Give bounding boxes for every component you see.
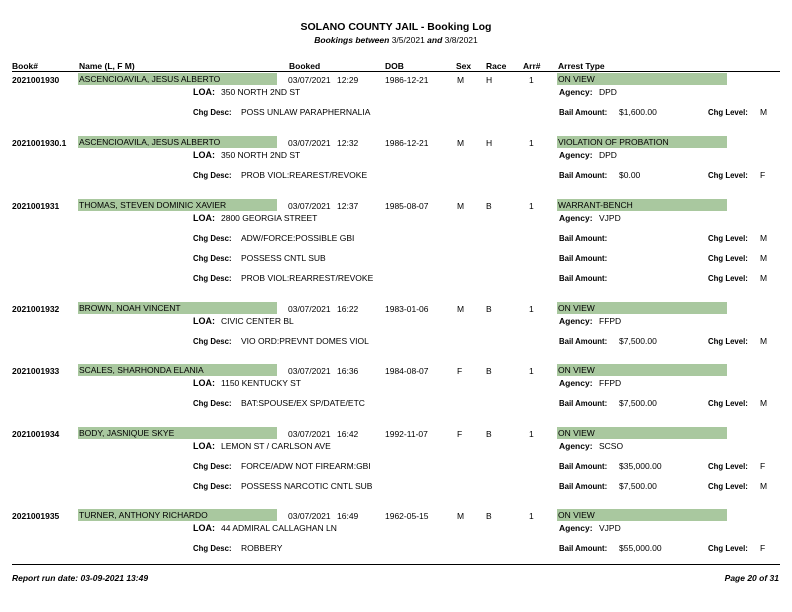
report-run-date: Report run date: 03-09-2021 13:49 [12, 573, 149, 583]
chg-desc-label: Chg Desc: [193, 108, 232, 117]
arrest-number: 1 [529, 304, 534, 314]
arrest-number: 1 [529, 511, 534, 521]
subtitle-and: and [427, 35, 443, 45]
booked-time: 16:42 [337, 429, 359, 439]
dob: 1992-11-07 [385, 429, 428, 439]
chg-level: M [760, 398, 768, 408]
loa-label: LOA: [193, 87, 215, 97]
booked-date: 03/07/2021 [288, 138, 331, 148]
agency-label: Agency: [559, 441, 593, 451]
column-header-book: Book# [12, 61, 38, 71]
bail-amount: $7,500.00 [619, 481, 657, 491]
column-header-sex: Sex [456, 61, 472, 71]
loa-label: LOA: [193, 316, 215, 326]
booked-date: 03/07/2021 [288, 304, 331, 314]
chg-desc-label: Chg Desc: [193, 482, 232, 491]
subtitle-start-date: 3/5/2021 [391, 35, 425, 45]
chg-level-label: Chg Level: [708, 254, 748, 263]
chg-level-label: Chg Level: [708, 274, 748, 283]
chg-level-label: Chg Level: [708, 108, 748, 117]
chg-level-label: Chg Level: [708, 544, 748, 553]
loa-label: LOA: [193, 150, 215, 160]
arrest-type: ON VIEW [557, 364, 727, 376]
agency-value: SCSO [599, 441, 624, 451]
booked-date: 03/07/2021 [288, 429, 331, 439]
chg-desc-label: Chg Desc: [193, 234, 232, 243]
bail-amount-label: Bail Amount: [559, 108, 608, 117]
booked-time: 16:36 [337, 366, 359, 376]
agency-label: Agency: [559, 213, 593, 223]
column-header-race: Race [486, 61, 507, 71]
race: B [486, 304, 492, 314]
chg-desc-label: Chg Desc: [193, 399, 232, 408]
arrest-type: ON VIEW [557, 509, 727, 521]
chg-desc-label: Chg Desc: [193, 462, 232, 471]
subtitle-end-date: 3/8/2021 [444, 35, 478, 45]
chg-desc-label: Chg Desc: [193, 337, 232, 346]
sex: F [457, 366, 463, 376]
chg-level: M [760, 273, 768, 283]
bail-amount: $55,000.00 [619, 543, 662, 553]
sex: M [457, 138, 465, 148]
report-title: SOLANO COUNTY JAIL - Booking Log [300, 21, 492, 33]
race: B [486, 429, 492, 439]
chg-desc-label: Chg Desc: [193, 171, 232, 180]
dob: 1984-08-07 [385, 366, 429, 376]
arrest-number: 1 [529, 201, 534, 211]
book-number: 2021001932 [12, 304, 60, 314]
chg-level: M [760, 336, 768, 346]
race: H [486, 75, 493, 85]
loa-label: LOA: [193, 523, 215, 533]
loa-value: 350 NORTH 2ND ST [221, 150, 301, 160]
sex: M [457, 201, 465, 211]
loa-value: 1150 KENTUCKY ST [221, 378, 301, 388]
inmate-name: TURNER, ANTHONY RICHARDO [78, 509, 277, 521]
sex: F [457, 429, 463, 439]
book-number: 2021001935 [12, 511, 60, 521]
dob: 1962-05-15 [385, 511, 429, 521]
agency-label: Agency: [559, 87, 593, 97]
bail-amount-label: Bail Amount: [559, 171, 608, 180]
page-number: Page 20 of 31 [724, 573, 779, 583]
loa-label: LOA: [193, 213, 215, 223]
header-divider [12, 71, 780, 72]
chg-level-label: Chg Level: [708, 171, 748, 180]
inmate-name: ASCENCIOAVILA, JESUS ALBERTO [78, 136, 277, 148]
bail-amount-label: Bail Amount: [559, 254, 608, 263]
inmate-name: SCALES, SHARHONDA ELANIA [78, 364, 277, 376]
chg-desc-label: Chg Desc: [193, 274, 232, 283]
bail-amount-label: Bail Amount: [559, 234, 608, 243]
arrest-number: 1 [529, 138, 534, 148]
footer-divider [12, 564, 780, 565]
chg-level: M [760, 253, 768, 263]
chg-level: M [760, 107, 768, 117]
race: B [486, 366, 492, 376]
report-subtitle [0, 35, 792, 45]
book-number: 2021001931 [12, 201, 60, 211]
chg-level-label: Chg Level: [708, 234, 748, 243]
loa-label: LOA: [193, 378, 215, 388]
sex: M [457, 511, 465, 521]
agency-value: DPD [599, 87, 617, 97]
chg-level-label: Chg Level: [708, 482, 748, 491]
arrest-type: ON VIEW [557, 427, 727, 439]
agency-value: VJPD [599, 523, 621, 533]
arrest-type: ON VIEW [557, 302, 727, 314]
agency-label: Agency: [559, 523, 593, 533]
bail-amount-label: Bail Amount: [559, 399, 608, 408]
book-number: 2021001930 [12, 75, 60, 85]
booked-time: 12:29 [337, 75, 359, 85]
subtitle-prefix: Bookings between [314, 35, 390, 45]
agency-value: DPD [599, 150, 617, 160]
booked-time: 16:49 [337, 511, 359, 521]
bail-amount-label: Bail Amount: [559, 462, 608, 471]
chg-level: F [760, 543, 766, 553]
bail-amount: $7,500.00 [619, 398, 657, 408]
dob: 1986-12-21 [385, 75, 429, 85]
booked-time: 12:37 [337, 201, 359, 211]
booked-time: 16:22 [337, 304, 359, 314]
inmate-name: ASCENCIOAVILA, JESUS ALBERTO [78, 73, 277, 85]
arrest-number: 1 [529, 75, 534, 85]
chg-level-label: Chg Level: [708, 399, 748, 408]
column-header-name: Name (L, F M) [79, 61, 135, 71]
booked-date: 03/07/2021 [288, 201, 331, 211]
booked-date: 03/07/2021 [288, 366, 331, 376]
inmate-name: BODY, JASNIQUE SKYE [78, 427, 277, 439]
dob: 1986-12-21 [385, 138, 429, 148]
inmate-name: THOMAS, STEVEN DOMINIC XAVIER [78, 199, 277, 211]
arrest-type: WARRANT-BENCH [557, 199, 727, 211]
chg-level-label: Chg Level: [708, 337, 748, 346]
booked-date: 03/07/2021 [288, 511, 331, 521]
chg-level: F [760, 170, 766, 180]
chg-desc: PROB VIOL:REAREST/REVOKE [241, 170, 368, 180]
sex: M [457, 75, 465, 85]
chg-desc: ROBBERY [241, 543, 283, 553]
book-number: 2021001934 [12, 429, 60, 439]
agency-label: Agency: [559, 150, 593, 160]
chg-desc-label: Chg Desc: [193, 544, 232, 553]
loa-value: CIVIC CENTER BL [221, 316, 294, 326]
race: B [486, 201, 492, 211]
agency-label: Agency: [559, 316, 593, 326]
chg-desc: ADW/FORCE:POSSIBLE GBI [241, 233, 355, 243]
arrest-number: 1 [529, 366, 534, 376]
loa-value: LEMON ST / CARLSON AVE [221, 441, 331, 451]
inmate-name: BROWN, NOAH VINCENT [78, 302, 277, 314]
agency-value: FFPD [599, 378, 622, 388]
loa-value: 2800 GEORGIA STREET [221, 213, 318, 223]
chg-level: M [760, 233, 768, 243]
booked-time: 12:32 [337, 138, 359, 148]
book-number: 2021001933 [12, 366, 60, 376]
booked-date: 03/07/2021 [288, 75, 331, 85]
agency-value: FFPD [599, 316, 622, 326]
dob: 1985-08-07 [385, 201, 429, 211]
bail-amount-label: Bail Amount: [559, 337, 608, 346]
bail-amount: $0.00 [619, 170, 641, 180]
column-header-arrest-type: Arrest Type [558, 61, 605, 71]
chg-desc: POSS UNLAW PARAPHERNALIA [241, 107, 371, 117]
book-number: 2021001930.1 [12, 138, 67, 148]
race: B [486, 511, 492, 521]
chg-desc: POSSESS NARCOTIC CNTL SUB [241, 481, 373, 491]
column-header-dob: DOB [385, 61, 404, 71]
chg-desc: BAT:SPOUSE/EX SP/DATE/ETC [241, 398, 365, 408]
dob: 1983-01-06 [385, 304, 429, 314]
loa-label: LOA: [193, 441, 215, 451]
agency-value: VJPD [599, 213, 621, 223]
race: H [486, 138, 493, 148]
chg-desc: VIO ORD:PREVNT DOMES VIOL [241, 336, 369, 346]
bail-amount-label: Bail Amount: [559, 482, 608, 491]
chg-level: F [760, 461, 766, 471]
loa-value: 350 NORTH 2ND ST [221, 87, 301, 97]
column-header-arr: Arr# [523, 61, 541, 71]
chg-level: M [760, 481, 768, 491]
chg-desc: POSSESS CNTL SUB [241, 253, 326, 263]
chg-desc-label: Chg Desc: [193, 254, 232, 263]
arrest-type: ON VIEW [557, 73, 727, 85]
column-header-booked: Booked [289, 61, 321, 71]
bail-amount-label: Bail Amount: [559, 274, 608, 283]
chg-desc: FORCE/ADW NOT FIREARM:GBI [241, 461, 371, 471]
sex: M [457, 304, 465, 314]
arrest-type: VIOLATION OF PROBATION [557, 136, 727, 148]
bail-amount-label: Bail Amount: [559, 544, 608, 553]
bail-amount: $1,600.00 [619, 107, 657, 117]
bail-amount: $7,500.00 [619, 336, 657, 346]
arrest-number: 1 [529, 429, 534, 439]
bail-amount: $35,000.00 [619, 461, 662, 471]
loa-value: 44 ADMIRAL CALLAGHAN LN [221, 523, 337, 533]
agency-label: Agency: [559, 378, 593, 388]
chg-level-label: Chg Level: [708, 462, 748, 471]
chg-desc: PROB VIOL:REARREST/REVOKE [241, 273, 374, 283]
